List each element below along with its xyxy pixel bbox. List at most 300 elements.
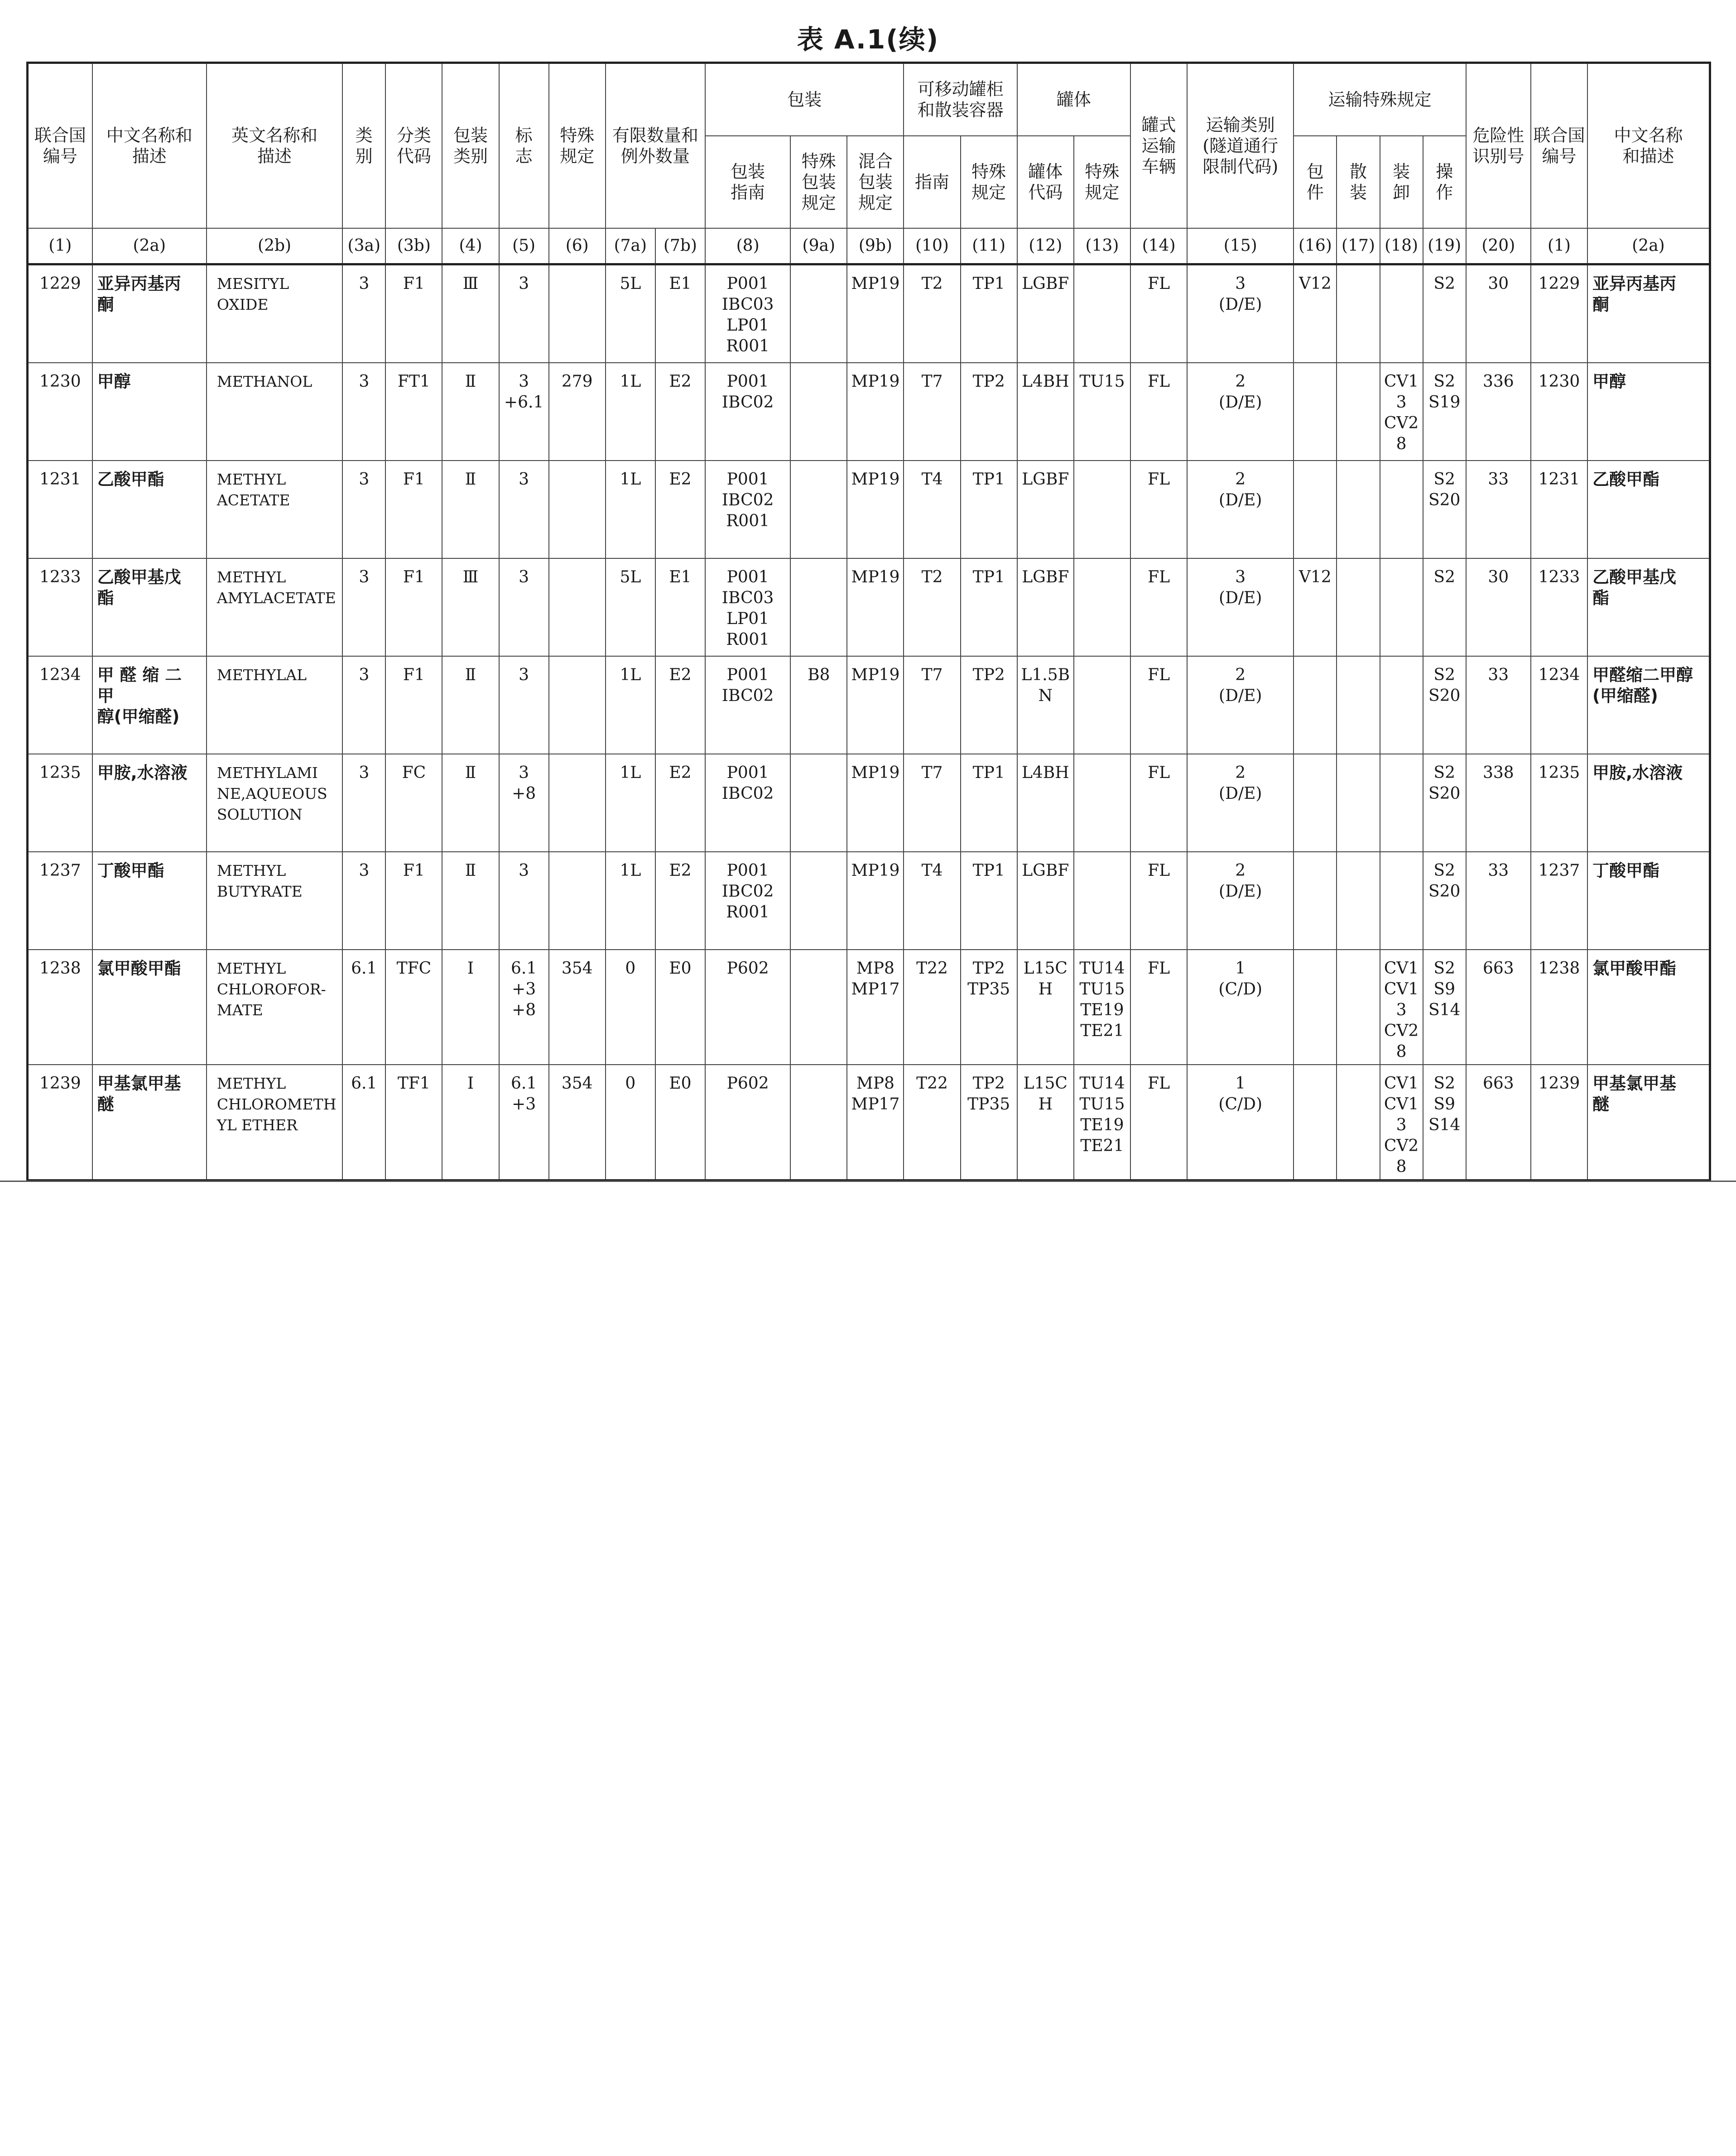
tank-vehicle-cell: FL [1130,558,1187,656]
packing-group-cell: Ⅰ [442,950,499,1065]
tank-code-cell: L15CH [1017,950,1074,1065]
bulk-provision-cell [1337,264,1380,363]
portable-tank-instructions-cell: T7 [904,754,960,852]
column-number: (9a) [790,228,847,264]
special-provisions-cell: 354 [549,1065,606,1181]
header-portable-tanks: 可移动罐柜 和散装容器 [904,63,1017,136]
packages-provision-cell [1294,852,1337,950]
table-row [28,461,1710,558]
chinese-name-2-cell: 乙酸甲基戊 酯 [1587,558,1710,656]
column-number-row [28,228,1710,264]
packing-group-cell: Ⅲ [442,558,499,656]
un-number-2-cell: 1237 [1531,852,1587,950]
mixed-packing-cell: MP19 [847,461,904,558]
table-row [28,852,1710,950]
un-number-cell: 1230 [28,363,92,461]
tank-code-cell: L4BH [1017,754,1074,852]
operation-provision-cell: S2 S20 [1423,656,1466,754]
packing-group-cell: Ⅰ [442,1065,499,1181]
table-row [28,754,1710,852]
packing-instructions-cell: P001 IBC02 [705,754,790,852]
tank-code-cell: LGBF [1017,558,1074,656]
bulk-provision-cell [1337,1065,1380,1181]
special-provisions-cell [549,558,606,656]
portable-tank-instructions-cell: T2 [904,264,960,363]
header-row-1 [28,63,1710,136]
limited-quantity-cell: 1L [606,852,655,950]
operation-provision-cell: S2 S20 [1423,852,1466,950]
excepted-quantity-cell: E2 [655,852,705,950]
un-number-2-cell: 1234 [1531,656,1587,754]
special-packing-cell [790,558,847,656]
classification-code-cell: F1 [385,264,442,363]
classification-code-cell: F1 [385,461,442,558]
header-chinese-name: 中文名称和 描述 [92,63,207,229]
un-number-cell: 1233 [28,558,92,656]
class-cell: 3 [342,264,385,363]
chinese-name-2-cell: 氯甲酸甲酯 [1587,950,1710,1065]
tank-vehicle-cell: FL [1130,461,1187,558]
hazard-id-cell: 30 [1466,558,1531,656]
tank-special-cell: TU15 [1074,363,1130,461]
packing-instructions-cell: P602 [705,950,790,1065]
column-number: (2a) [1587,228,1710,264]
chinese-name-2-cell: 甲基氯甲基 醚 [1587,1065,1710,1181]
header-operation: 操 作 [1423,136,1466,228]
operation-provision-cell: S2 [1423,264,1466,363]
special-provisions-cell: 279 [549,363,606,461]
column-number: (16) [1294,228,1337,264]
labels-cell: 6.1 +3 [499,1065,549,1181]
operation-provision-cell: S2 S20 [1423,754,1466,852]
excepted-quantity-cell: E1 [655,558,705,656]
portable-tank-instructions-cell: T22 [904,1065,960,1181]
chinese-name-cell: 乙酸甲基戊 酯 [92,558,207,656]
limited-quantity-cell: 5L [606,558,655,656]
un-number-cell: 1239 [28,1065,92,1181]
special-packing-cell [790,363,847,461]
portable-tank-special-cell: TP2 [961,656,1017,754]
tank-special-cell [1074,852,1130,950]
tank-vehicle-cell: FL [1130,950,1187,1065]
mixed-packing-cell: MP19 [847,852,904,950]
column-number: (19) [1423,228,1466,264]
loading-provision-cell [1380,558,1423,656]
transport-category-cell: 2 (D/E) [1187,754,1294,852]
tank-code-cell: LGBF [1017,852,1074,950]
header-packaging: 包装 [705,63,904,136]
header-labels: 标 志 [499,63,549,229]
english-name-cell: METHYLAL [207,656,342,754]
transport-category-cell: 3 (D/E) [1187,264,1294,363]
mixed-packing-cell: MP19 [847,558,904,656]
column-number: (17) [1337,228,1380,264]
special-packing-cell: B8 [790,656,847,754]
labels-cell: 3 +6.1 [499,363,549,461]
mixed-packing-cell: MP19 [847,363,904,461]
transport-category-cell: 2 (D/E) [1187,363,1294,461]
portable-tank-instructions-cell: T4 [904,461,960,558]
header-special-packing: 特殊 包装 规定 [790,136,847,228]
packing-instructions-cell: P001 IBC02 [705,656,790,754]
header-packages: 包 件 [1294,136,1337,228]
bulk-provision-cell [1337,754,1380,852]
class-cell: 6.1 [342,1065,385,1181]
english-name-cell: METHYL ACETATE [207,461,342,558]
packing-group-cell: Ⅱ [442,363,499,461]
english-name-cell: METHANOL [207,363,342,461]
column-number: (15) [1187,228,1294,264]
table-body [28,264,1710,1181]
excepted-quantity-cell: E2 [655,754,705,852]
table-row [28,558,1710,656]
mixed-packing-cell: MP19 [847,754,904,852]
transport-category-cell: 1 (C/D) [1187,950,1294,1065]
special-provisions-cell [549,754,606,852]
classification-code-cell: F1 [385,656,442,754]
classification-code-cell: FT1 [385,363,442,461]
bulk-provision-cell [1337,363,1380,461]
tank-special-cell: TU14 TU15 TE19 TE21 [1074,1065,1130,1181]
chinese-name-2-cell: 丁酸甲酯 [1587,852,1710,950]
chinese-name-cell: 甲 醛 缩 二 甲 醇(甲缩醛) [92,656,207,754]
table-row [28,950,1710,1065]
labels-cell: 3 [499,461,549,558]
packages-provision-cell: V12 [1294,558,1337,656]
hazard-id-cell: 33 [1466,461,1531,558]
packages-provision-cell [1294,1065,1337,1181]
header-portable-tank-special: 特殊 规定 [961,136,1017,228]
labels-cell: 3 [499,264,549,363]
header-class: 类 别 [342,63,385,229]
bulk-provision-cell [1337,558,1380,656]
portable-tank-special-cell: TP1 [961,852,1017,950]
column-number: (10) [904,228,960,264]
labels-cell: 3 [499,558,549,656]
special-packing-cell [790,1065,847,1181]
packing-group-cell: Ⅲ [442,264,499,363]
header-un-number-2: 联合国 编号 [1531,63,1587,229]
tank-vehicle-cell: FL [1130,754,1187,852]
loading-provision-cell [1380,461,1423,558]
tank-vehicle-cell: FL [1130,852,1187,950]
classification-code-cell: F1 [385,852,442,950]
header-hazard-id: 危险性 识别号 [1466,63,1531,229]
chinese-name-2-cell: 甲醇 [1587,363,1710,461]
loading-provision-cell [1380,264,1423,363]
labels-cell: 3 +8 [499,754,549,852]
header-bulk: 散 装 [1337,136,1380,228]
english-name-cell: METHYL BUTYRATE [207,852,342,950]
loading-provision-cell: CV1 CV13 CV28 [1380,1065,1423,1181]
packages-provision-cell [1294,754,1337,852]
limited-quantity-cell: 1L [606,656,655,754]
header-un-number: 联合国 编号 [28,63,92,229]
column-number: (3b) [385,228,442,264]
portable-tank-instructions-cell: T7 [904,363,960,461]
chinese-name-cell: 甲胺,水溶液 [92,754,207,852]
column-number: (18) [1380,228,1423,264]
tank-special-cell [1074,754,1130,852]
limited-quantity-cell: 1L [606,461,655,558]
special-packing-cell [790,950,847,1065]
header-chinese-name-2: 中文名称 和描述 [1587,63,1710,229]
un-number-cell: 1229 [28,264,92,363]
english-name-cell: MESITYL OXIDE [207,264,342,363]
column-number: (6) [549,228,606,264]
tank-code-cell: LGBF [1017,264,1074,363]
header-special-provisions: 特殊 规定 [549,63,606,229]
transport-category-cell: 1 (C/D) [1187,1065,1294,1181]
portable-tank-instructions-cell: T4 [904,852,960,950]
operation-provision-cell: S2 S9 S14 [1423,950,1466,1065]
un-number-cell: 1237 [28,852,92,950]
portable-tank-instructions-cell: T22 [904,950,960,1065]
loading-provision-cell [1380,852,1423,950]
limited-quantity-cell: 1L [606,754,655,852]
loading-provision-cell: CV13 CV28 [1380,363,1423,461]
class-cell: 3 [342,754,385,852]
packing-instructions-cell: P602 [705,1065,790,1181]
packing-group-cell: Ⅱ [442,754,499,852]
hazard-id-cell: 33 [1466,656,1531,754]
column-number: (12) [1017,228,1074,264]
table-row [28,363,1710,461]
portable-tank-special-cell: TP1 [961,264,1017,363]
column-number: (3a) [342,228,385,264]
tank-special-cell [1074,461,1130,558]
page-bottom-rule [0,1181,1736,1182]
bulk-provision-cell [1337,950,1380,1065]
limited-quantity-cell: 1L [606,363,655,461]
header-portable-tank-instructions: 指南 [904,136,960,228]
operation-provision-cell: S2 S9 S14 [1423,1065,1466,1181]
bulk-provision-cell [1337,852,1380,950]
portable-tank-special-cell: TP1 [961,754,1017,852]
packages-provision-cell [1294,950,1337,1065]
classification-code-cell: F1 [385,558,442,656]
un-number-2-cell: 1230 [1531,363,1587,461]
tank-special-cell [1074,656,1130,754]
chinese-name-2-cell: 亚异丙基丙 酮 [1587,264,1710,363]
operation-provision-cell: S2 [1423,558,1466,656]
column-number: (1) [1531,228,1587,264]
hazard-id-cell: 663 [1466,1065,1531,1181]
header-packing-group: 包装 类别 [442,63,499,229]
header-classification-code: 分类 代码 [385,63,442,229]
packages-provision-cell [1294,461,1337,558]
un-number-cell: 1231 [28,461,92,558]
tank-vehicle-cell: FL [1130,1065,1187,1181]
chinese-name-cell: 乙酸甲酯 [92,461,207,558]
packing-group-cell: Ⅱ [442,852,499,950]
chinese-name-2-cell: 甲醛缩二甲醇 (甲缩醛) [1587,656,1710,754]
header-packing-instructions: 包装 指南 [705,136,790,228]
header-tank-vehicle: 罐式 运输 车辆 [1130,63,1187,229]
chinese-name-2-cell: 甲胺,水溶液 [1587,754,1710,852]
un-number-2-cell: 1239 [1531,1065,1587,1181]
chinese-name-cell: 甲基氯甲基 醚 [92,1065,207,1181]
column-number: (13) [1074,228,1130,264]
column-number: (1) [28,228,92,264]
packages-provision-cell [1294,363,1337,461]
dangerous-goods-table [26,62,1711,1181]
special-packing-cell [790,461,847,558]
tank-code-cell: LGBF [1017,461,1074,558]
classification-code-cell: FC [385,754,442,852]
chinese-name-cell: 亚异丙基丙 酮 [92,264,207,363]
packing-instructions-cell: P001 IBC02 [705,363,790,461]
un-number-2-cell: 1233 [1531,558,1587,656]
packing-instructions-cell: P001 IBC02 R001 [705,852,790,950]
column-number: (7b) [655,228,705,264]
class-cell: 3 [342,461,385,558]
special-provisions-cell [549,852,606,950]
column-number: (20) [1466,228,1531,264]
tank-special-cell [1074,264,1130,363]
un-number-2-cell: 1229 [1531,264,1587,363]
excepted-quantity-cell: E0 [655,950,705,1065]
un-number-cell: 1234 [28,656,92,754]
header-transport-category: 运输类别 (隧道通行 限制代码) [1187,63,1294,229]
special-provisions-cell [549,461,606,558]
mixed-packing-cell: MP8 MP17 [847,1065,904,1181]
chinese-name-cell: 甲醇 [92,363,207,461]
mixed-packing-cell: MP8 MP17 [847,950,904,1065]
header-loading: 装 卸 [1380,136,1423,228]
chinese-name-2-cell: 乙酸甲酯 [1587,461,1710,558]
un-number-cell: 1235 [28,754,92,852]
header-limited-quantities: 有限数量和 例外数量 [606,63,705,229]
transport-category-cell: 2 (D/E) [1187,852,1294,950]
header-tank-special: 特殊 规定 [1074,136,1130,228]
operation-provision-cell: S2 S20 [1423,461,1466,558]
header-tanks: 罐体 [1017,63,1130,136]
english-name-cell: METHYL CHLOROMETH YL ETHER [207,1065,342,1181]
hazard-id-cell: 336 [1466,363,1531,461]
english-name-cell: METHYL AMYLACETATE [207,558,342,656]
excepted-quantity-cell: E2 [655,656,705,754]
operation-provision-cell: S2 S19 [1423,363,1466,461]
column-number: (7a) [606,228,655,264]
hazard-id-cell: 338 [1466,754,1531,852]
class-cell: 3 [342,558,385,656]
tank-vehicle-cell: FL [1130,363,1187,461]
header-tank-code: 罐体 代码 [1017,136,1074,228]
transport-category-cell: 2 (D/E) [1187,656,1294,754]
special-provisions-cell [549,656,606,754]
packing-group-cell: Ⅱ [442,461,499,558]
portable-tank-special-cell: TP1 [961,558,1017,656]
portable-tank-special-cell: TP2 [961,363,1017,461]
packages-provision-cell: V12 [1294,264,1337,363]
bulk-provision-cell [1337,656,1380,754]
table-row [28,264,1710,363]
special-packing-cell [790,264,847,363]
packages-provision-cell [1294,656,1337,754]
labels-cell: 3 [499,656,549,754]
hazard-id-cell: 30 [1466,264,1531,363]
tank-code-cell: L4BH [1017,363,1074,461]
un-number-2-cell: 1235 [1531,754,1587,852]
column-number: (2a) [92,228,207,264]
classification-code-cell: TF1 [385,1065,442,1181]
packing-instructions-cell: P001 IBC03 LP01 R001 [705,264,790,363]
header-english-name: 英文名称和 描述 [207,63,342,229]
bulk-provision-cell [1337,461,1380,558]
special-packing-cell [790,754,847,852]
portable-tank-special-cell: TP1 [961,461,1017,558]
transport-category-cell: 3 (D/E) [1187,558,1294,656]
tank-vehicle-cell: FL [1130,656,1187,754]
excepted-quantity-cell: E1 [655,264,705,363]
english-name-cell: METHYLAMI NE,AQUEOUS SOLUTION [207,754,342,852]
labels-cell: 6.1 +3 +8 [499,950,549,1065]
mixed-packing-cell: MP19 [847,264,904,363]
dangerous-goods-table-wrapper [26,62,1711,1181]
hazard-id-cell: 33 [1466,852,1531,950]
column-number: (5) [499,228,549,264]
hazard-id-cell: 663 [1466,950,1531,1065]
column-number: (9b) [847,228,904,264]
excepted-quantity-cell: E2 [655,461,705,558]
packing-instructions-cell: P001 IBC03 LP01 R001 [705,558,790,656]
un-number-cell: 1238 [28,950,92,1065]
transport-category-cell: 2 (D/E) [1187,461,1294,558]
chinese-name-cell: 丁酸甲酯 [92,852,207,950]
classification-code-cell: TFC [385,950,442,1065]
class-cell: 3 [342,363,385,461]
class-cell: 6.1 [342,950,385,1065]
portable-tank-special-cell: TP2 TP35 [961,950,1017,1065]
english-name-cell: METHYL CHLOROFOR- MATE [207,950,342,1065]
excepted-quantity-cell: E0 [655,1065,705,1181]
mixed-packing-cell: MP19 [847,656,904,754]
special-provisions-cell: 354 [549,950,606,1065]
table-row [28,1065,1710,1181]
column-number: (8) [705,228,790,264]
header-mixed-packing: 混合 包装 规定 [847,136,904,228]
class-cell: 3 [342,656,385,754]
tank-special-cell: TU14 TU15 TE19 TE21 [1074,950,1130,1065]
tank-special-cell [1074,558,1130,656]
loading-provision-cell: CV1 CV13 CV28 [1380,950,1423,1065]
labels-cell: 3 [499,852,549,950]
tank-code-cell: L15CH [1017,1065,1074,1181]
loading-provision-cell [1380,754,1423,852]
limited-quantity-cell: 0 [606,1065,655,1181]
column-number: (2b) [207,228,342,264]
table-title: 表 A.1(续) [797,24,939,55]
table-row [28,656,1710,754]
special-packing-cell [790,852,847,950]
packing-group-cell: Ⅱ [442,656,499,754]
excepted-quantity-cell: E2 [655,363,705,461]
tank-vehicle-cell: FL [1130,264,1187,363]
loading-provision-cell [1380,656,1423,754]
special-provisions-cell [549,264,606,363]
packing-instructions-cell: P001 IBC02 R001 [705,461,790,558]
portable-tank-special-cell: TP2 TP35 [961,1065,1017,1181]
column-number: (14) [1130,228,1187,264]
tank-code-cell: L1.5B N [1017,656,1074,754]
limited-quantity-cell: 0 [606,950,655,1065]
column-number: (4) [442,228,499,264]
limited-quantity-cell: 5L [606,264,655,363]
column-number: (11) [961,228,1017,264]
un-number-2-cell: 1238 [1531,950,1587,1065]
header-transport-special-provisions: 运输特殊规定 [1294,63,1466,136]
